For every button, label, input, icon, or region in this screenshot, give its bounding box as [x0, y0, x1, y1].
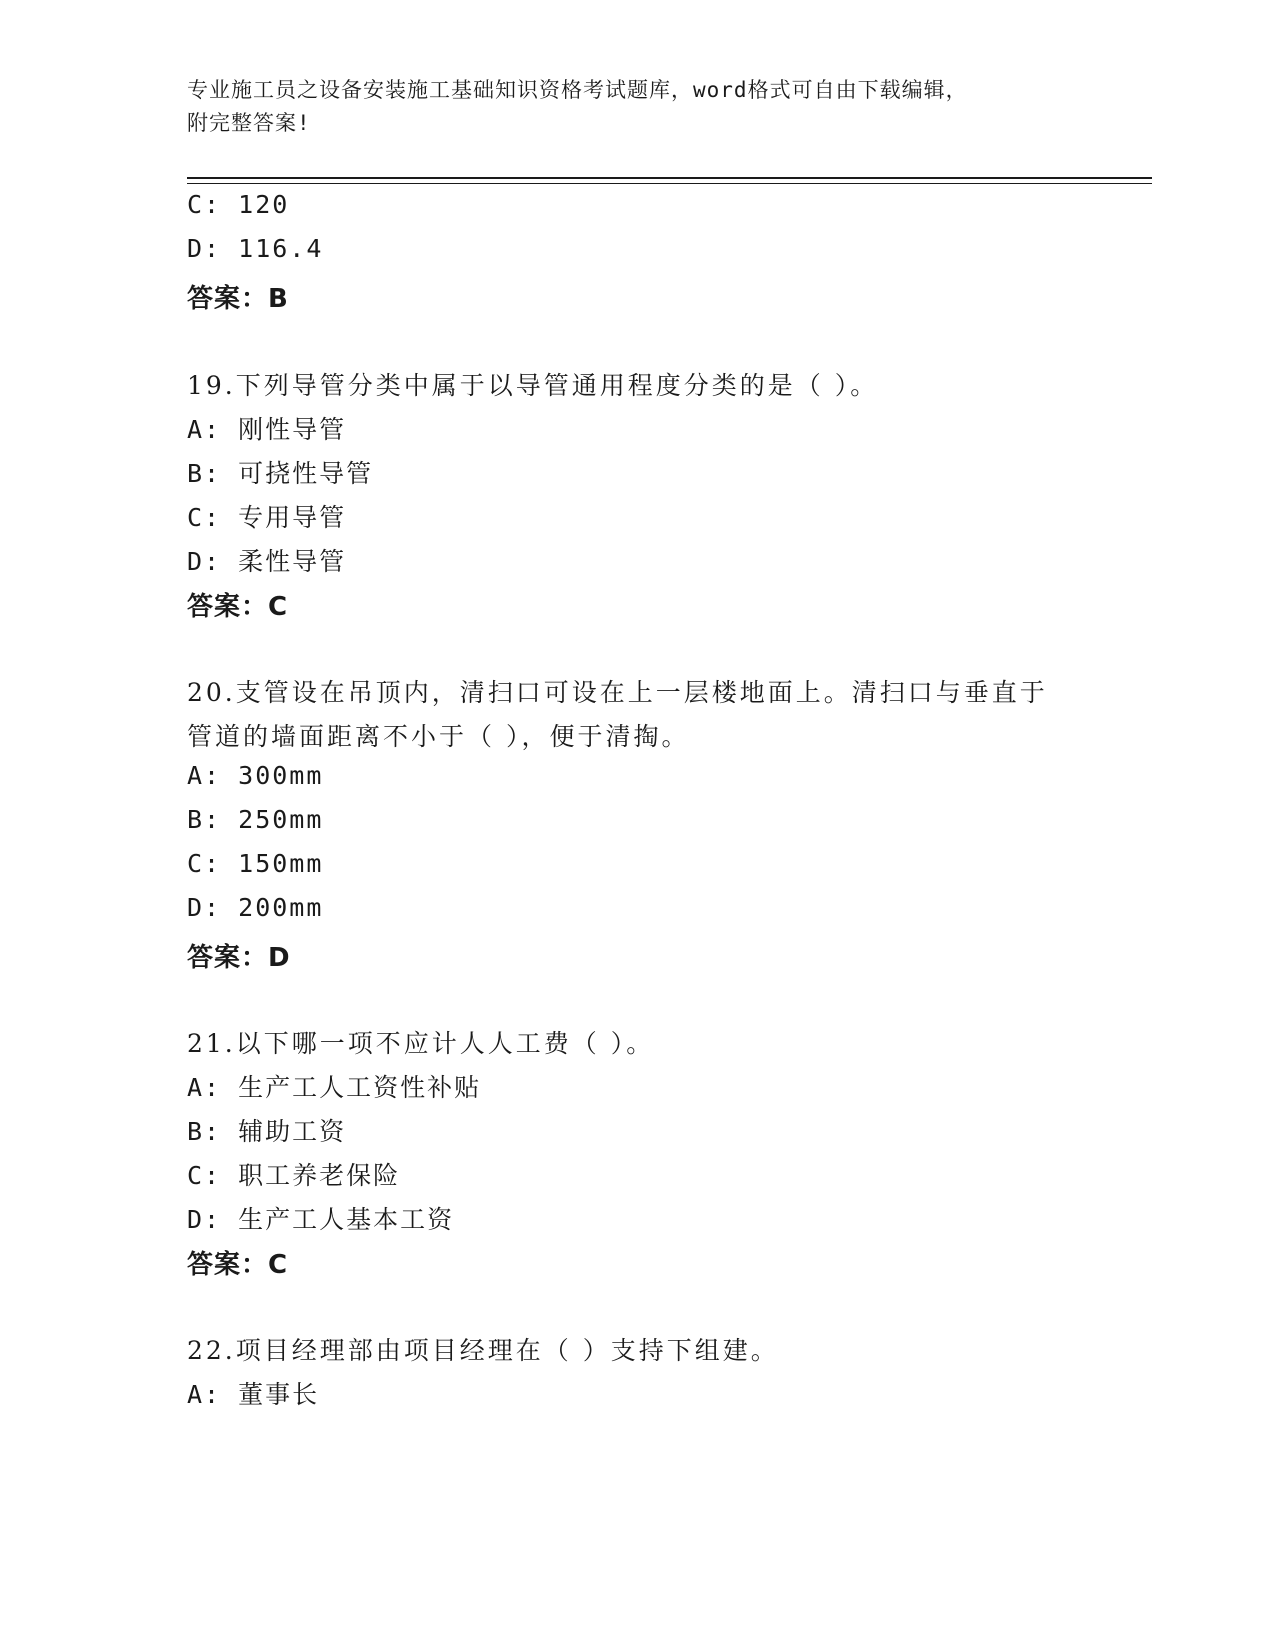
- q21-option-c: C: 职工养老保险: [187, 1161, 401, 1190]
- q20-question-line-2: 管道的墙面距离不小于（ ），便于清掏。: [187, 722, 690, 751]
- q19-option-a: A: 刚性导管: [187, 415, 347, 444]
- q20-question-line-1: 20.支管设在吊顶内，清扫口可设在上一层楼地面上。清扫口与垂直于: [187, 678, 1048, 707]
- q21-option-b: B: 辅助工资: [187, 1117, 347, 1146]
- q18-answer: 答案：B: [187, 284, 289, 314]
- header-line-1: 专业施工员之设备安装施工基础知识资格考试题库，word格式可自由下载编辑，: [187, 78, 968, 102]
- q20-answer: 答案：D: [187, 943, 291, 973]
- q22-option-a: A: 董事长: [187, 1380, 320, 1409]
- q21-option-a: A: 生产工人工资性补贴: [187, 1073, 482, 1102]
- q19-question: 19.下列导管分类中属于以导管通用程度分类的是（ ）。: [187, 371, 879, 400]
- q20-option-a: A: 300mm: [187, 761, 324, 790]
- header-divider-thin: [187, 183, 1152, 184]
- q21-option-d: D: 生产工人基本工资: [187, 1205, 455, 1234]
- q19-option-b: B: 可挠性导管: [187, 459, 374, 488]
- header-line-2: 附完整答案!: [187, 111, 311, 135]
- q20-option-b: B: 250mm: [187, 805, 324, 834]
- q20-option-d: D: 200mm: [187, 893, 324, 922]
- q21-question: 21.以下哪一项不应计人人工费（ ）。: [187, 1029, 655, 1058]
- q18-option-d: D: 116.4: [187, 234, 324, 263]
- q19-option-d: D: 柔性导管: [187, 547, 347, 576]
- header-divider-thick: [187, 177, 1152, 179]
- q21-answer: 答案：C: [187, 1250, 289, 1280]
- document-header: [187, 74, 1087, 140]
- q22-question: 22.项目经理部由项目经理在（ ）支持下组建。: [187, 1336, 779, 1365]
- q19-answer: 答案：C: [187, 592, 289, 622]
- q20-option-c: C: 150mm: [187, 849, 324, 878]
- q19-option-c: C: 专用导管: [187, 503, 347, 532]
- q18-option-c: C: 120: [187, 190, 290, 219]
